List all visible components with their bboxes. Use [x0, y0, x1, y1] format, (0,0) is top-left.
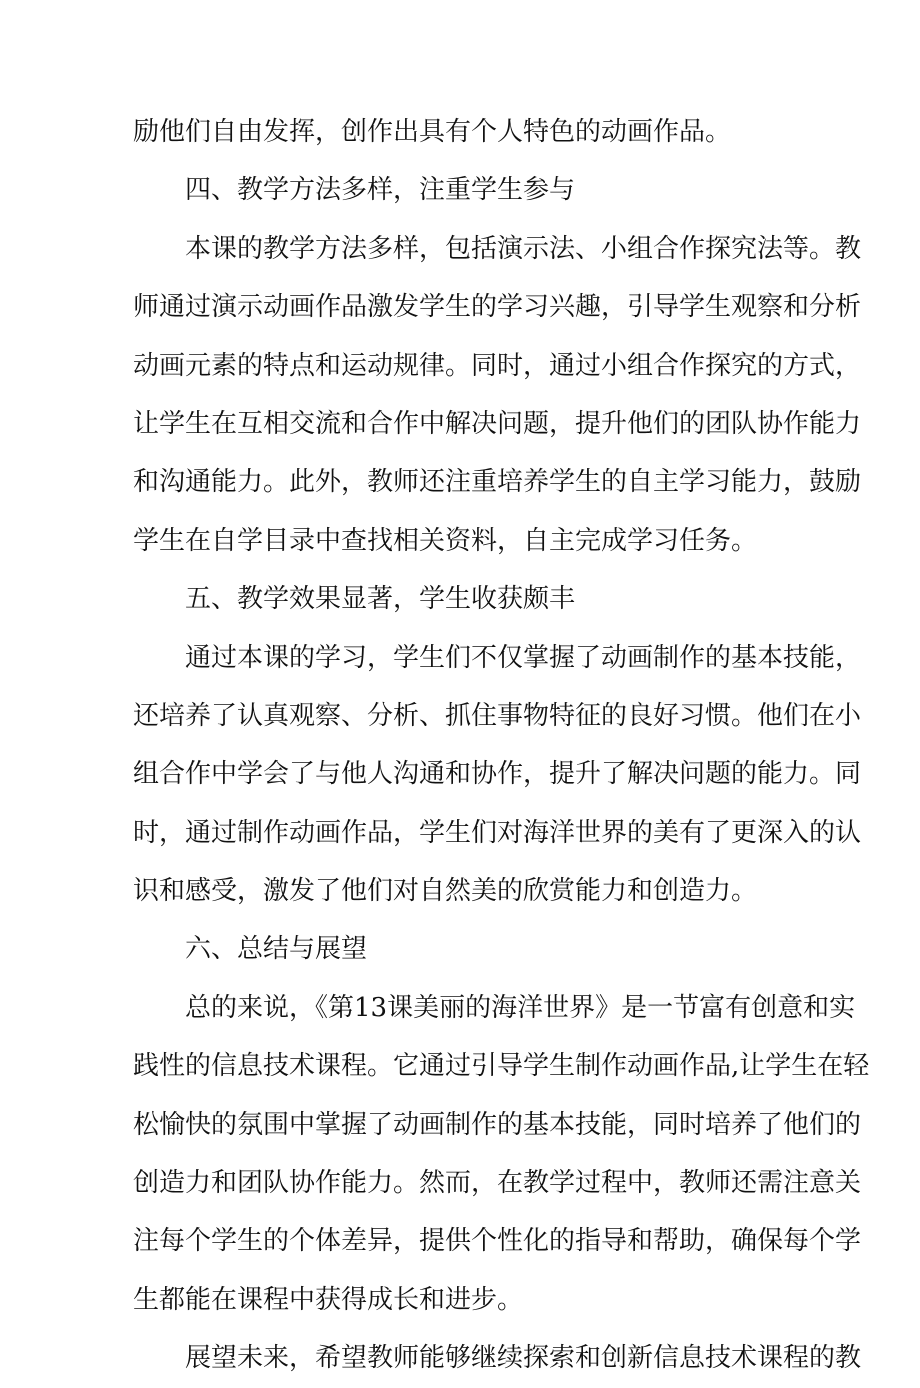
paragraph-line: 松愉快的氛围中掌握了动画制作的基本技能，同时培养了他们的	[133, 1109, 862, 1140]
paragraph-line: 创造力和团队协作能力。然而，在教学过程中，教师还需注意关	[133, 1168, 862, 1199]
paragraph-line: 让学生在互相交流和合作中解决问题，提升他们的团队协作能力	[133, 408, 862, 439]
paragraph-line: 总的来说，《第13课美丽的海洋世界》是一节富有创意和实	[185, 992, 856, 1023]
paragraph-line: 师通过演示动画作品激发学生的学习兴趣，引导学生观察和分析	[133, 292, 862, 323]
paragraph-line: 本课的教学方法多样，包括演示法、小组合作探究法等。教	[185, 233, 862, 264]
paragraph-line: 时，通过制作动画作品，学生们对海洋世界的美有了更深入的认	[133, 817, 862, 848]
paragraph-line: 和沟通能力。此外，教师还注重培养学生的自主学习能力，鼓励	[133, 467, 862, 498]
document-body	[133, 103, 870, 1388]
paragraph-line: 注每个学生的个体差异，提供个性化的指导和帮助，确保每个学	[133, 1226, 862, 1257]
paragraph-line: 识和感受，激发了他们对自然美的欣赏能力和创造力。	[133, 876, 758, 907]
paragraph-line: 动画元素的特点和运动规律。同时，通过小组合作探究的方式，	[133, 350, 862, 381]
paragraph-line: 组合作中学会了与他人沟通和协作，提升了解决问题的能力。同	[133, 759, 862, 790]
paragraph-line: 通过本课的学习，学生们不仅掌握了动画制作的基本技能，	[185, 642, 862, 673]
paragraph-line: 生都能在课程中获得成长和进步。	[133, 1284, 524, 1315]
paragraph-line: 还培养了认真观察、分析、抓住事物特征的良好习惯。他们在小	[133, 700, 862, 731]
section-heading: 五、教学效果显著，学生收获颇丰	[185, 584, 576, 615]
paragraph-line: 学生在自学目录中查找相关资料，自主完成学习任务。	[133, 525, 758, 556]
paragraph-line: 励他们自由发挥，创作出具有个人特色的动画作品。	[133, 117, 732, 147]
paragraph-line: 践性的信息技术课程。它通过引导学生制作动画作品,让学生在轻	[133, 1051, 870, 1082]
section-heading: 四、教学方法多样，注重学生参与	[185, 175, 576, 206]
section-heading: 六、总结与展望	[185, 934, 368, 965]
paragraph-line: 展望未来，希望教师能够继续探索和创新信息技术课程的教	[185, 1343, 862, 1374]
